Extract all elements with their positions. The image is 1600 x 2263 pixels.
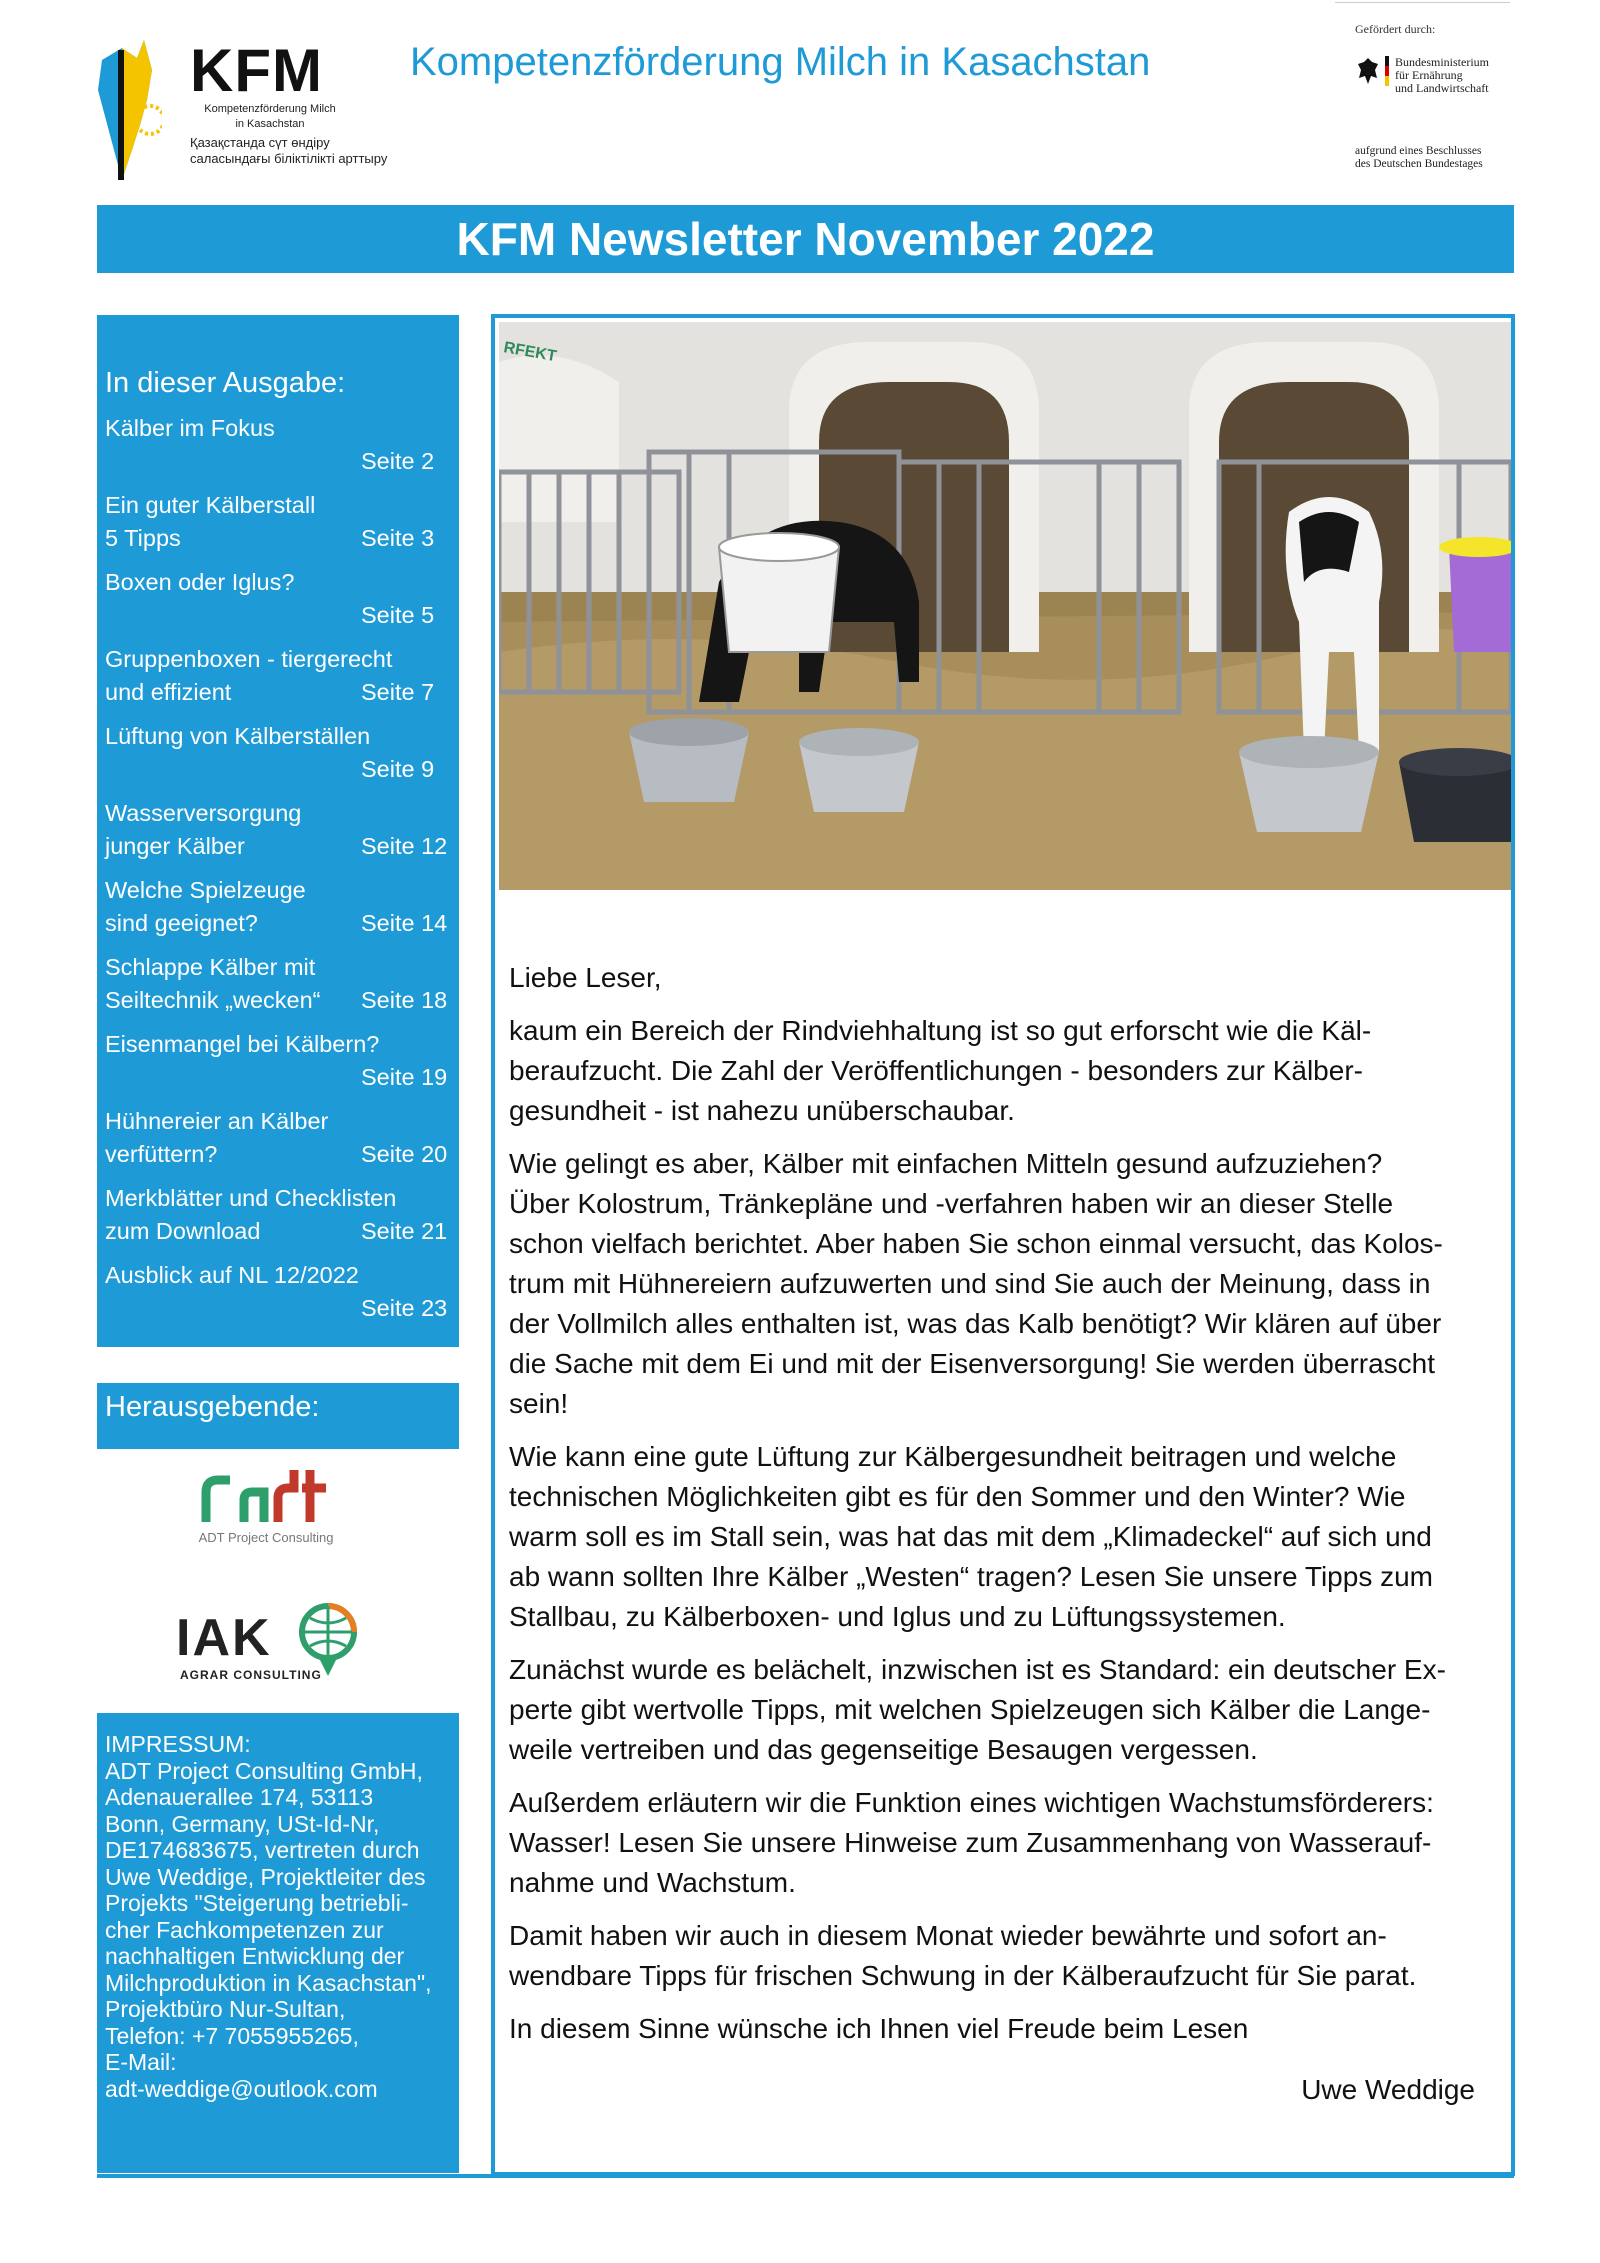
sponsor-label: Gefördert durch: [1355,22,1436,36]
impressum-line: IMPRESSUM: [105,1731,251,1757]
toc-item-page: Seite 21 [361,1218,448,1244]
toc-item-title: Schlappe Kälber mit [105,954,316,980]
letter-paragraph: Wie kann eine gute Lüftung zur Kälbergesundheit beitragen und welche technischen Möglichkeiten gibt es für den Sommer und den Winter? Wie warm soll es im Stall sein, was hat das mit dem „Klimadeckel“ auf sich und ab wann sollten Ihre Kälber „Westen“ tragen? Lesen Sie unsere Tipps zum Stallbau, zu Kälberboxen- und Iglus und zu Lüftungssystemen. [509,1441,1433,1632]
toc-item[interactable] [105,412,449,478]
toc-item-title: Eisenmangel bei Kälbern? [105,1031,380,1057]
toc-item[interactable] [105,1259,449,1325]
toc-item-title-cont [105,445,361,478]
impressum-line: nachhaltigen Entwicklung der [105,1943,405,1969]
editorial-letter [509,958,1499,2062]
iak-logo [176,1602,366,1692]
header-title: Kompetenzförderung Milch in Kasachstan [410,40,1151,84]
impressum-line: Projektbüro Nur-Sultan, [105,1996,346,2022]
toc-item-page: Seite 7 [361,679,435,705]
impressum-line: Projekts "Steigerung betriebli- [105,1890,409,1916]
sponsor-block [1335,0,1515,180]
toc-item-title: Welche Spielzeuge [105,877,306,903]
toc-heading: In dieser Ausgabe: [105,367,346,399]
kazakhstan-map-icon [92,30,162,190]
toc-item-page: Seite 23 [361,1295,448,1321]
iak-name: IAK [176,1609,272,1667]
toc-item[interactable] [105,566,449,632]
toc-item-title: Wasserversorgung [105,800,302,826]
toc-item[interactable] [105,951,449,1017]
igloo-brand-text: RFEKT [502,339,558,366]
toc-item-title: Gruppenboxen - tiergerecht [105,646,393,672]
publisher-heading: Herausgebende: [97,1383,459,1449]
toc-item-page: Seite 9 [361,756,435,782]
toc-item-title: Kälber im Fokus [105,415,275,441]
adt-logo-mark [186,1462,346,1528]
bundestag-note: aufgrund eines Beschlusses des Deutschen Bundestages [1355,145,1483,170]
toc-item-title: Merkblätter und Checklisten [105,1185,397,1211]
adt-logo [186,1462,346,1552]
toc-item-title-cont [105,599,361,632]
impressum-line: adt-weddige@outlook.com [105,2075,378,2102]
toc-item-page: Seite 18 [361,987,448,1013]
impressum-line: DE174683675, vertreten durch [105,1837,420,1863]
impressum-line: Adenauerallee 174, 53113 [105,1784,374,1810]
calves-photo-illustration [499,322,1511,890]
newsletter-banner: KFM Newsletter November 2022 [97,205,1514,273]
letter-salutation: Liebe Leser, [509,962,662,993]
divider [1335,2,1510,3]
letter-paragraph: Damit haben wir auch in diesem Monat wieder bewährte und sofort an- wendbare Tipps für frischen Schwung in der Kälberaufzucht für Sie parat. [509,1920,1417,1991]
toc-item[interactable] [105,1028,449,1094]
ministry-name: Bundesministerium für Ernährung und Landwirtschaft [1395,55,1489,95]
calves-photo [499,322,1511,890]
toc-item[interactable] [105,1182,449,1248]
impressum-line: E-Mail: [105,2049,177,2075]
impressum-line: Bonn, Germany, USt-Id-Nr, [105,1810,380,1837]
impressum-line: cher Fachkompetenzen zur [105,1916,384,1943]
letter-paragraph: kaum ein Bereich der Rindviehhaltung ist so gut erforscht wie die Käl- beraufzucht. Die Zahl der Veröffentlichungen - besonders zur Kälber- gesundheit - ist nahezu unüberschaubar. [509,1015,1372,1126]
toc-item-title-cont: 5 Tipps [105,525,181,551]
toc-item-title: Hühnereier an Kälber [105,1108,329,1134]
logo-title: KFM [190,37,323,104]
toc-item-title: Ausblick auf NL 12/2022 [105,1262,359,1288]
toc-item-page: Seite 19 [361,1064,448,1090]
toc-item-page: Seite 3 [361,525,435,551]
toc-item-title: Boxen oder Iglus? [105,569,295,595]
eagle-icon [1357,56,1379,86]
impressum-line: Milchproduktion in Kasachstan", [105,1969,432,1996]
impressum-line: ADT Project Consulting GmbH, [105,1757,423,1784]
toc-item-title-cont [105,1292,361,1325]
toc-item[interactable] [105,489,449,555]
letter-paragraph: In diesem Sinne wünsche ich Ihnen viel Freude beim Lesen [509,2013,1249,2044]
toc-item-page: Seite 2 [361,448,435,474]
kfm-logo [92,30,388,190]
toc-item-title-cont: und effizient [105,679,232,705]
toc-item-title-cont [105,753,361,786]
letter-paragraph: Zunächst wurde es belächelt, inzwischen ist es Standard: ein deutscher Ex- perte gibt wertvolle Tipps, mit welchen Spielzeugen sich Kälber die Lange- weile vertreiben und das gegenseitige Besaugen vergessen. [509,1654,1446,1765]
german-flag-icon [1385,56,1389,86]
toc-item[interactable] [105,643,449,709]
toc-item-page: Seite 14 [361,910,448,936]
letter-paragraph: Außerdem erläutern wir die Funktion eines wichtigen Wachstumsförderers: Wasser! Lesen Sie unsere Hinweise zum Zusammenhang von Wasserauf- nahme und Wachstum. [509,1787,1434,1898]
impressum-line: Uwe Weddige, Projektleiter des [105,1863,426,1890]
impressum [97,1713,459,2173]
toc-item-page: Seite 5 [361,602,435,628]
toc-item-title-cont: zum Download [105,1218,261,1244]
logo-subtitle: Kompetenzförderung Milch in Kasachstan [204,103,336,130]
toc-item-page: Seite 12 [361,833,448,859]
toc-item[interactable] [105,720,449,786]
toc-item[interactable] [105,797,449,863]
toc-item-title-cont: Seiltechnik „wecken“ [105,987,321,1013]
toc-item[interactable] [105,1105,449,1171]
letter-signature: Uwe Weddige [1301,2074,1475,2105]
toc-item-title: Lüftung von Kälberställen [105,723,371,749]
toc-item-title-cont [105,1061,361,1094]
toc-item-title: Ein guter Kälberstall [105,492,316,518]
toc-item-page: Seite 20 [361,1141,448,1167]
toc-item-title-cont: verfüttern? [105,1141,218,1167]
letter-paragraph: Wie gelingt es aber, Kälber mit einfachen Mitteln gesund aufzuziehen? Über Kolostrum, Tränkepläne und -verfahren haben wir an dieser Stelle schon vielfach berichtet. Aber haben Sie schon einmal versucht, das Kolos- trum mit Hühnereiern aufzuwerten und sind Sie auch der Meinung, dass in der Vollmilch alles enthalten ist, was das Kalb benötigt? Wir klären auf über die Sache mit dem Ei und mit der Eisenversorgung! Sie werden überrascht sein! [509,1148,1443,1419]
logo-kazakh-text: Қазақстанда сүт өндіру саласындағы біліктілікті арттыру [190,135,388,166]
adt-caption: ADT Project Consulting [198,1530,334,1545]
toc-item[interactable] [105,874,449,940]
main-content-frame [491,314,1515,2176]
impressum-line: Telefon: +7 7055955265, [105,2022,359,2049]
table-of-contents [97,315,459,1347]
toc-item-title-cont: sind geeignet? [105,910,258,936]
iak-caption: AGRAR CONSULTING [180,1668,322,1682]
toc-item-title-cont: junger Kälber [105,833,245,859]
